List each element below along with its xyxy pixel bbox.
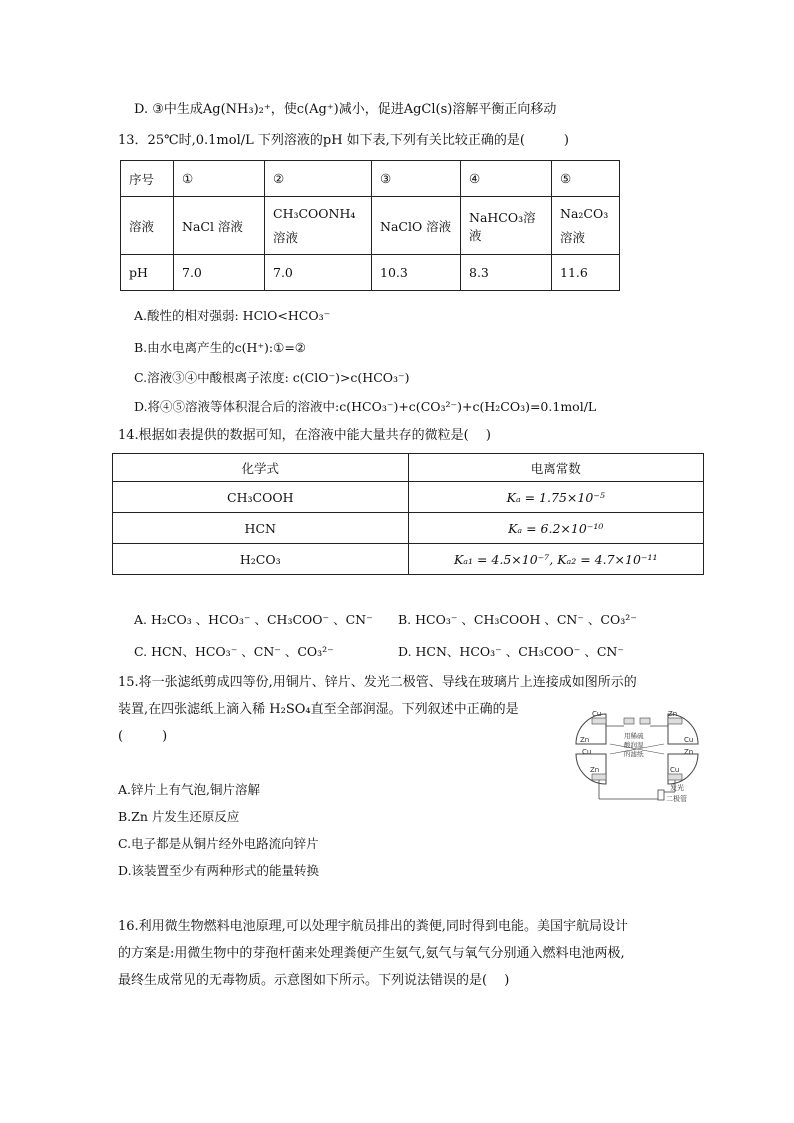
q13-option-b: B.由水电离产生的c(H⁺):①=② [134, 340, 307, 355]
solution-4: NaHCO₃溶液 [461, 197, 552, 255]
q16-stem-line-3: 最终生成常见的无毒物质。示意图如下所示。下列说法错误的是( ) [118, 973, 510, 988]
number-5: ⑤ [552, 161, 620, 197]
q15-option-c: C.电子都是从铜片经外电路流向锌片 [118, 836, 319, 851]
q13-stem: 13．25℃时,0.1mol/L 下列溶液的pH 如下表,下列有关比较正确的是( ) [118, 133, 569, 148]
led-label: 二极管 [666, 795, 687, 803]
number-4: ④ [461, 161, 552, 197]
q15-stem-line-2: 装置,在四张滤纸上滴入稀 H₂SO₄直至全部润湿。下列叙述中正确的是 [118, 702, 519, 717]
formula-cell: CH₃COOH [113, 482, 409, 513]
constant-cell: Kₐ₁ = 4.5×10⁻⁷, Kₐ₂ = 4.7×10⁻¹¹ [408, 544, 704, 575]
number-2: ② [265, 161, 372, 197]
center-label: 酸润湿 [624, 741, 644, 749]
q14-option-d: D. HCN、HCO₃⁻ 、CH₃COO⁻ 、CN⁻ [398, 644, 624, 659]
q13-table [120, 160, 620, 291]
electrode-label: Cu [582, 748, 592, 756]
ph-1: 7.0 [174, 255, 265, 291]
electrode-label: Zn [580, 736, 590, 744]
ph-3: 10.3 [372, 255, 461, 291]
ph-5: 11.6 [552, 255, 620, 291]
formula-cell: HCN [113, 513, 409, 544]
electrode-label: Zn [684, 748, 694, 756]
constant-cell: Kₐ = 6.2×10⁻¹⁰ [408, 513, 704, 544]
electrode-label: Cu [684, 736, 694, 744]
q15-option-b: B.Zn 片发生还原反应 [118, 809, 240, 824]
ph-2: 7.0 [265, 255, 372, 291]
header-formula: 化学式 [113, 454, 409, 482]
center-label: 的滤纸 [624, 750, 644, 758]
q16-stem-line-2: 的方案是:用微生物中的芽孢杆菌来处理粪便产生氨气,氨气与氧气分别通入燃料电池两极, [118, 946, 625, 961]
solution-2: CH₃COONH₄ 溶液 [265, 197, 372, 255]
solution-3: NaClO 溶液 [372, 197, 461, 255]
q13-option-d: D.将④⑤溶液等体积混合后的溶液中:c(HCO₃⁻)+c(CO₃²⁻)+c(H₂CO₃)=0.1mol/L [134, 399, 597, 414]
q14-option-a: A. H₂CO₃ 、HCO₃⁻ 、CH₃COO⁻ 、CN⁻ [134, 612, 373, 627]
led-label: 发光 [670, 784, 684, 792]
header-constant: 电离常数 [408, 454, 704, 482]
number-3: ③ [372, 161, 461, 197]
row-label-ph: pH [121, 255, 174, 291]
electrode-label: Cu [670, 766, 680, 774]
center-label: 用稀硫 [624, 732, 644, 740]
solution-1: NaCl 溶液 [174, 197, 265, 255]
q15-option-a: A.锌片上有气泡,铜片溶解 [118, 782, 260, 797]
q15-stem-line-1: 15.将一张滤纸剪成四等份,用铜片、锌片、发光二极管、导线在玻璃片上连接成如图所示的 [118, 675, 637, 690]
q16-stem-line-1: 16.利用微生物燃料电池原理,可以处理宇航员排出的粪便,同时得到电能。美国宇航局设计 [118, 919, 628, 934]
solution-5: Na₂CO₃ 溶液 [552, 197, 620, 255]
q13-option-a: A.酸性的相对强弱: HClO<HCO₃⁻ [134, 308, 331, 323]
row-label-solution: 溶液 [121, 197, 174, 255]
battery-diagram [566, 704, 708, 804]
row-label-number: 序号 [121, 161, 174, 197]
number-1: ① [174, 161, 265, 197]
q15-stem-line-3: ( ) [118, 729, 168, 744]
q14-stem: 14.根据如表提供的数据可知，在溶液中能大量共存的微粒是( ) [118, 428, 491, 443]
ph-4: 8.3 [461, 255, 552, 291]
formula-cell: H₂CO₃ [113, 544, 409, 575]
q15-option-d: D.该装置至少有两种形式的能量转换 [118, 863, 320, 878]
q14-option-c: C. HCN、HCO₃⁻ 、CN⁻ 、CO₃²⁻ [134, 644, 334, 659]
led-icon [658, 790, 664, 800]
q12-option-d: D. ③中生成Ag(NH₃)₂⁺，使c(Ag⁺)减小，促进AgCl(s)溶解平衡正向移动 [134, 102, 557, 117]
q14-table [112, 453, 704, 575]
electrode-label: Cu [592, 710, 602, 718]
q13-option-c: C.溶液③④中酸根离子浓度: c(ClO⁻)>c(HCO₃⁻) [134, 370, 410, 385]
electrode-label: Zn [590, 766, 600, 774]
electrode-label: Zn [668, 710, 678, 718]
q14-option-b: B. HCO₃⁻ 、CH₃COOH 、CN⁻ 、CO₃²⁻ [398, 612, 637, 627]
constant-cell: Kₐ = 1.75×10⁻⁵ [408, 482, 704, 513]
